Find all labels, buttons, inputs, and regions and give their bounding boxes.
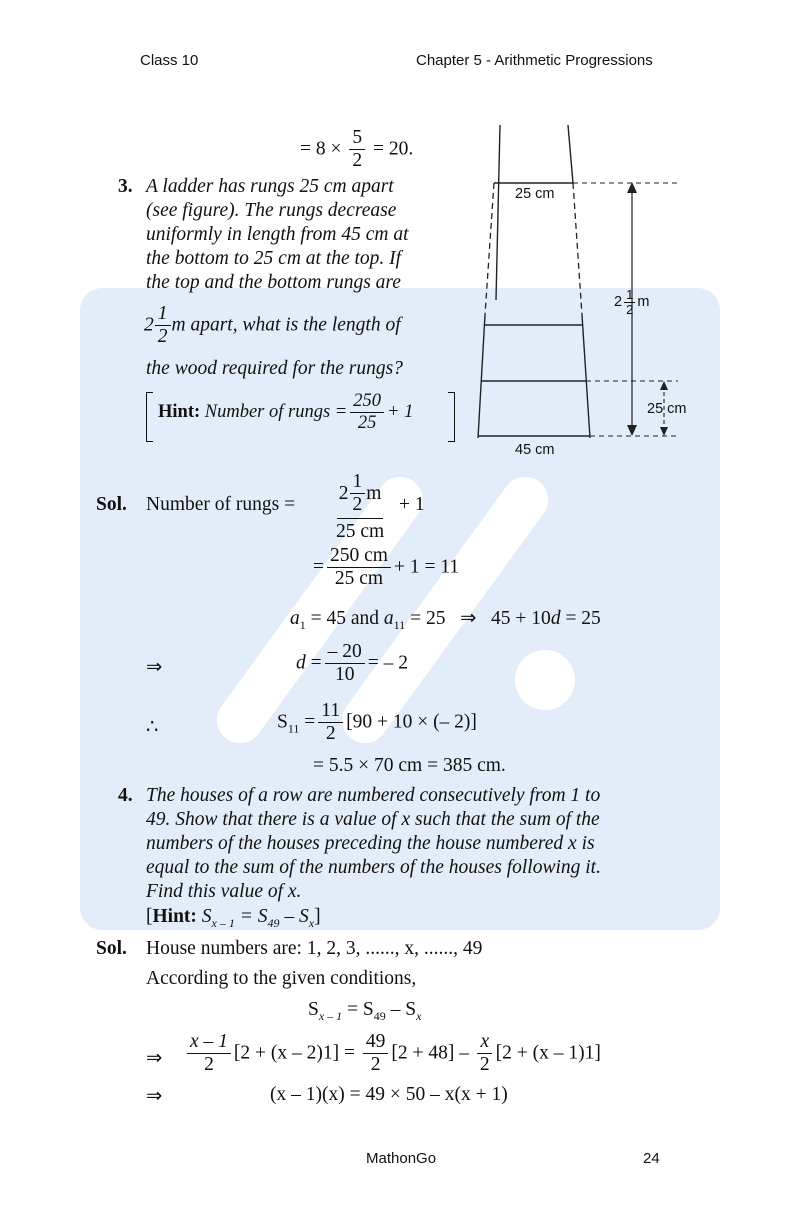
solution-4-line-5-arrow: ⇒: [146, 1086, 163, 1107]
solution-4-line-3: $S_{x - 1} = S_{49} - S_x$: [308, 999, 422, 1023]
question-4-line-4: equal to the sum of the numbers of the houses following it.: [146, 857, 601, 878]
question-3-line-1: A ladder has rungs 25 cm apart: [146, 176, 394, 197]
question-4-line-5: Find this value of x.: [146, 881, 302, 902]
footer-brand: MathonGo: [366, 1150, 437, 1167]
header-chapter: Chapter 5 - Arithmetic Progressions: [416, 52, 653, 69]
figure-height-label: 2 $\frac{1}{2}$ m: [614, 287, 650, 317]
solution-3-therefore: ∴: [146, 717, 159, 738]
figure-top-rung-label: 25 cm: [515, 186, 555, 202]
solution-3-line-6: = 5.5 × 70 cm = 385 cm.: [313, 755, 506, 776]
question-4-number: 4.: [118, 785, 133, 806]
solution-3-line-1-tail: + 1: [399, 494, 425, 515]
solution-3-line-4: d = $\frac{- 20}{10}$ = – 2: [296, 641, 408, 686]
question-3-number: 3.: [118, 176, 133, 197]
hint-bracket-left: [146, 392, 153, 442]
prev-equation: = 8 × $\frac{5}{2}$ = 20.: [300, 127, 414, 172]
question-3-line-4: the bottom to 25 cm at the top. If: [146, 248, 402, 269]
header-class: Class 10: [140, 52, 199, 69]
figure-gap-label: 25 cm: [647, 401, 687, 417]
solution-4-line-4-arrow: ⇒: [146, 1048, 163, 1069]
figure-bottom-rung-label: 45 cm: [515, 442, 555, 458]
solution-3-label: Sol.: [96, 494, 127, 515]
solution-3-line-4-arrow: ⇒: [146, 657, 163, 678]
question-4-line-1: The houses of a row are numbered consecutively from 1 to: [146, 785, 601, 806]
solution-3-line-3: $a_1 = 45$ and $a_{11} = 25$ ⇒ 45 + 10d = 25: [290, 608, 601, 632]
solution-4-line-2: According to the given conditions,: [146, 968, 417, 989]
question-4-line-3: numbers of the houses preceding the house numbered x is: [146, 833, 595, 854]
solution-3-line-1-text: Number of rungs =: [146, 494, 296, 515]
question-3-line-3: uniformly in length from 45 cm at: [146, 224, 409, 245]
question-3-line-6: 2 $\frac{1}{2}$ m apart, what is the length of: [144, 303, 401, 348]
solution-3-line-5: $S_{11}$ = $\frac{11}{2}$ [90 + 10 × (– 2)]: [277, 700, 477, 745]
solution-4-line-1: House numbers are: 1, 2, 3, ......, x, ......, 49: [146, 938, 483, 959]
question-3-line-7: the wood required for the rungs?: [146, 358, 403, 379]
solution-4-line-5: (x – 1)(x) = 49 × 50 – x(x + 1): [270, 1084, 508, 1105]
question-3-line-5: the top and the bottom rungs are: [146, 272, 401, 293]
solution-4-label: Sol.: [96, 938, 127, 959]
hint-bracket-right: [448, 392, 455, 442]
question-3-line-2: (see figure). The rungs decrease: [146, 200, 397, 221]
question-4-hint: [Hint: $S_{x - 1} = S_{49} - S_x$]: [146, 906, 321, 930]
solution-3-line-2: = $\frac{250 cm}{25 cm}$ + 1 = 11: [313, 545, 460, 590]
question-4-line-2: 49. Show that there is a value of x such that the sum of the: [146, 809, 600, 830]
solution-4-line-4: $\frac{x - 1}{2}$ [2 + (x – 2)1] = $\frac{49}{2}$ [2 + 48] – $\frac{x}{2}$ [2 + (x – 1)1]: [184, 1032, 601, 1076]
question-3-hint: Hint: Number of rungs = $\frac{250}{25}$ + 1: [158, 391, 414, 434]
solution-3-line-1-fraction: 2 $\frac{1}{2}$ m 25 cm: [336, 471, 385, 542]
page-number: 24: [643, 1150, 660, 1167]
